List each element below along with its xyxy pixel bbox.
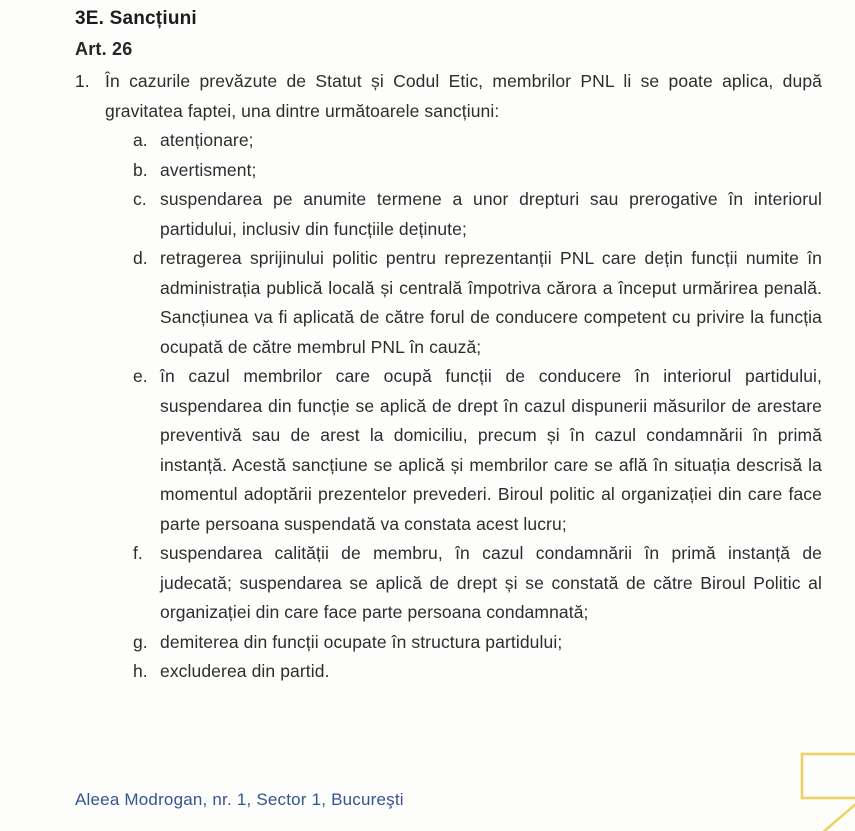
numbered-item-1 [75, 67, 822, 126]
article-number: Art. 26 [75, 39, 133, 59]
list-item-text: avertisment; [160, 159, 257, 180]
list-item-letter: f. [133, 543, 143, 563]
list-item-letter: d. [133, 248, 148, 268]
list-item-text: excluderea din partid. [160, 661, 330, 681]
list-item-letter: e. [133, 366, 148, 386]
footer-address: Aleea Modrogan, nr. 1, Sector 1, Bucureşti [75, 790, 404, 809]
list-item-letter: h. [133, 661, 148, 681]
list-item-f [133, 539, 822, 628]
list-item-text: retragerea sprijinului politic pentru reprezentanții PNL care dețin funcții numite în administrația publică locală și centrală împotriva cărora a început urmărirea penală. Sancțiunea va fi aplicată de către forul de conducere competent cu privire la funcția ocupată de către membrul PNL în cauză; [160, 248, 822, 357]
section-title: 3E. Sancțiuni [75, 8, 197, 29]
list-item-d [133, 244, 822, 362]
list-item-letter: c. [133, 189, 147, 209]
list-item-text: suspendarea calității de membru, în cazul condamnării în primă instanță de judecată; suspendarea se aplică de drept și se constată de către Biroul Politic al organizației din care face parte persoana condamnată; [160, 543, 822, 622]
list-item-g [133, 628, 822, 658]
list-item-letter: g. [133, 631, 148, 652]
list-item-a [133, 126, 822, 156]
list-item-letter: b. [133, 159, 148, 180]
list-item-text: demiterea din funcții ocupate în structura partidului; [160, 631, 563, 652]
list-item-text: atenționare; [160, 130, 254, 150]
list-item-e [133, 362, 822, 539]
article-content [75, 8, 822, 687]
numbered-item-marker: 1. [75, 71, 90, 91]
list-item-b [133, 156, 822, 186]
list-item-text: suspendarea pe anumite termene a unor drepturi sau prerogative în interiorul partidului, inclusiv din funcțiile deținute; [160, 189, 822, 239]
list-item-letter: a. [133, 130, 148, 150]
sanctions-list [133, 126, 822, 687]
list-item-h [133, 657, 822, 687]
numbered-item-text: În cazurile prevăzute de Statut și Codul Etic, membrilor PNL li se poate aplica, după gravitatea faptei, una dintre următoarele sancțiuni: [105, 71, 822, 121]
list-item-c [133, 185, 822, 244]
yellow-logo-corner-icon [793, 747, 855, 831]
list-item-text: în cazul membrilor care ocupă funcții de conducere în interiorul partidului, suspendarea din funcție se aplică de drept în cazul dispunerii măsurilor de arestare preventivă sau de arest la domiciliu, precum și în cazul condamnării în primă instanță. Acestă sancțiune se aplică și membrilor care se află în situația descrisă la momentul adoptării prezentelor prevederi. Biroul politic al organizației din care face parte persoana suspendată va constata acest lucru; [160, 366, 822, 534]
